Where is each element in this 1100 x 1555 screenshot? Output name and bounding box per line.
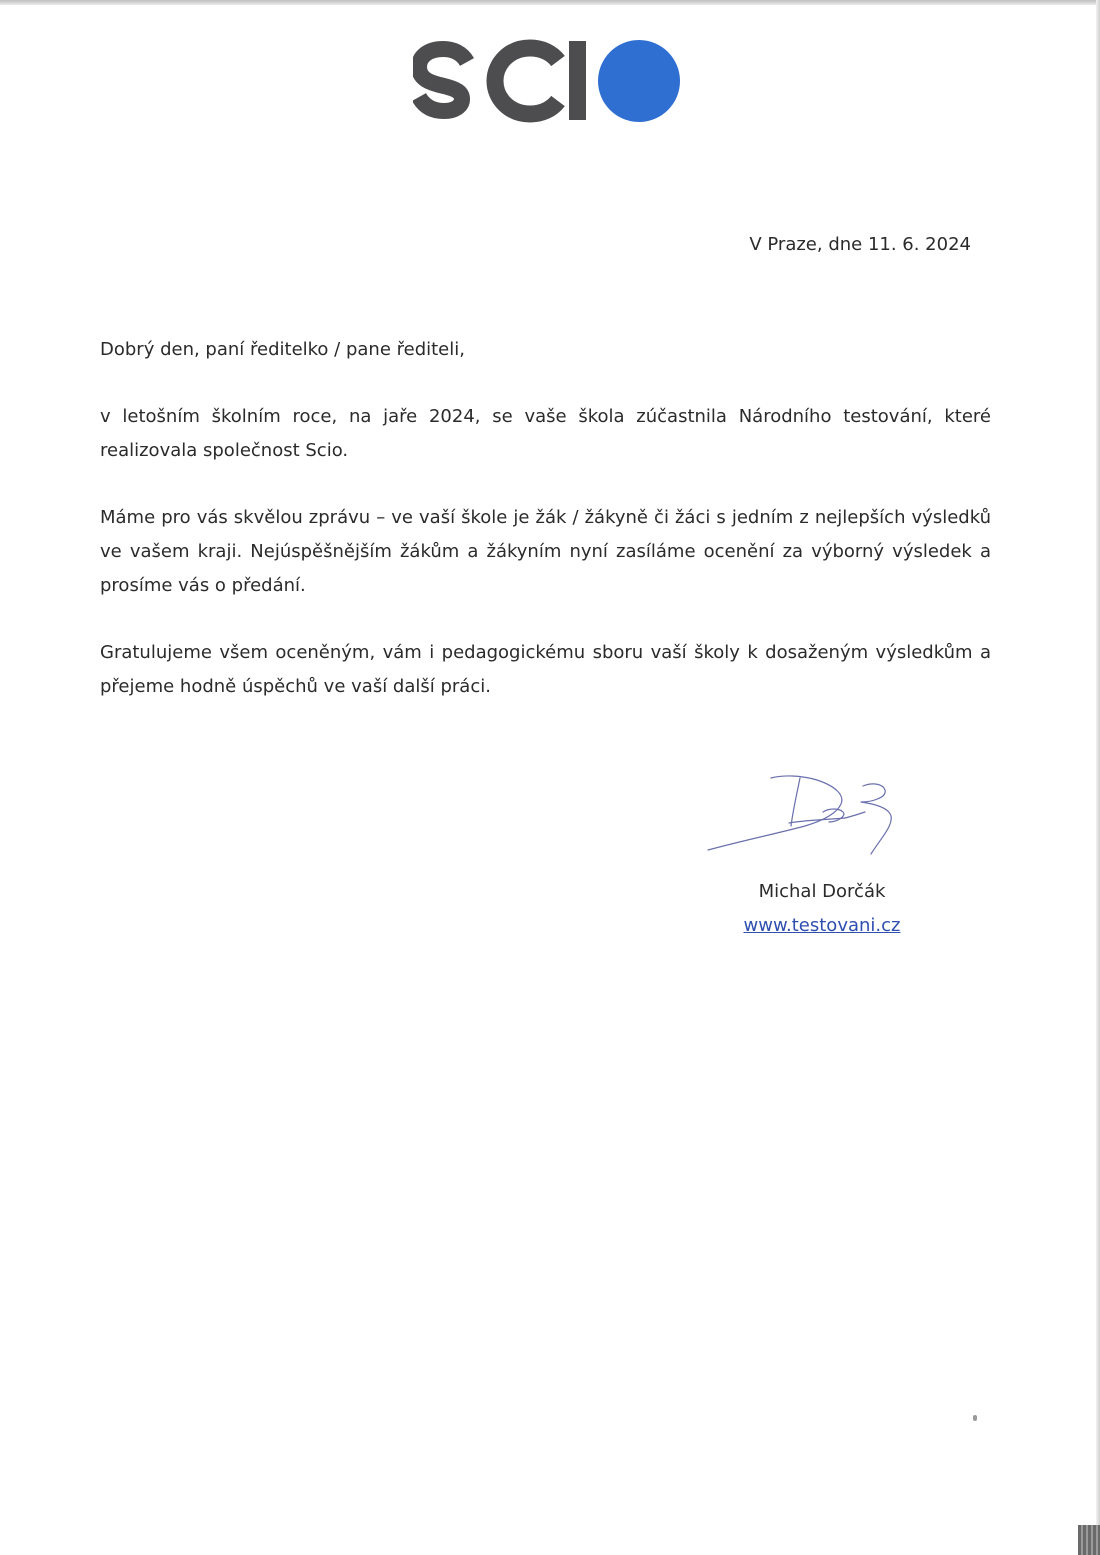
scan-corner-mark xyxy=(1078,1525,1100,1555)
website-link[interactable]: www.testovani.cz xyxy=(743,915,901,936)
letter-date: V Praze, dne 11. 6. 2024 xyxy=(749,234,971,255)
scan-speck xyxy=(973,1415,977,1421)
letter-body xyxy=(100,333,991,737)
handwritten-signature-icon xyxy=(705,768,897,858)
scan-edge-top xyxy=(0,0,1100,5)
signer-name: Michal Dorčák xyxy=(758,881,886,902)
scan-edge-right xyxy=(1096,0,1100,1555)
paragraph-news: Máme pro vás skvělou zprávu – ve vaší škole je žák / žákyně či žáci s jedním z nejlepších výsledků ve vašem kraji. Nejúspěšnějším žákům a žákyním nyní zasíláme ocenění za výborný výsledek a prosíme vás o předání. xyxy=(100,507,991,596)
scio-logo-icon xyxy=(413,38,681,126)
paragraph-congratulations: Gratulujeme všem oceněným, vám i pedagogickému sboru vaší školy k dosaženým výsledkům a přejeme hodně úspěchů ve vaší další práci. xyxy=(100,642,991,697)
salutation: Dobrý den, paní ředitelko / pane řediteli, xyxy=(100,339,465,360)
paragraph-intro: v letošním školním roce, na jaře 2024, se vaše škola zúčastnila Národního testování, které realizovala společnost Scio. xyxy=(100,406,991,461)
